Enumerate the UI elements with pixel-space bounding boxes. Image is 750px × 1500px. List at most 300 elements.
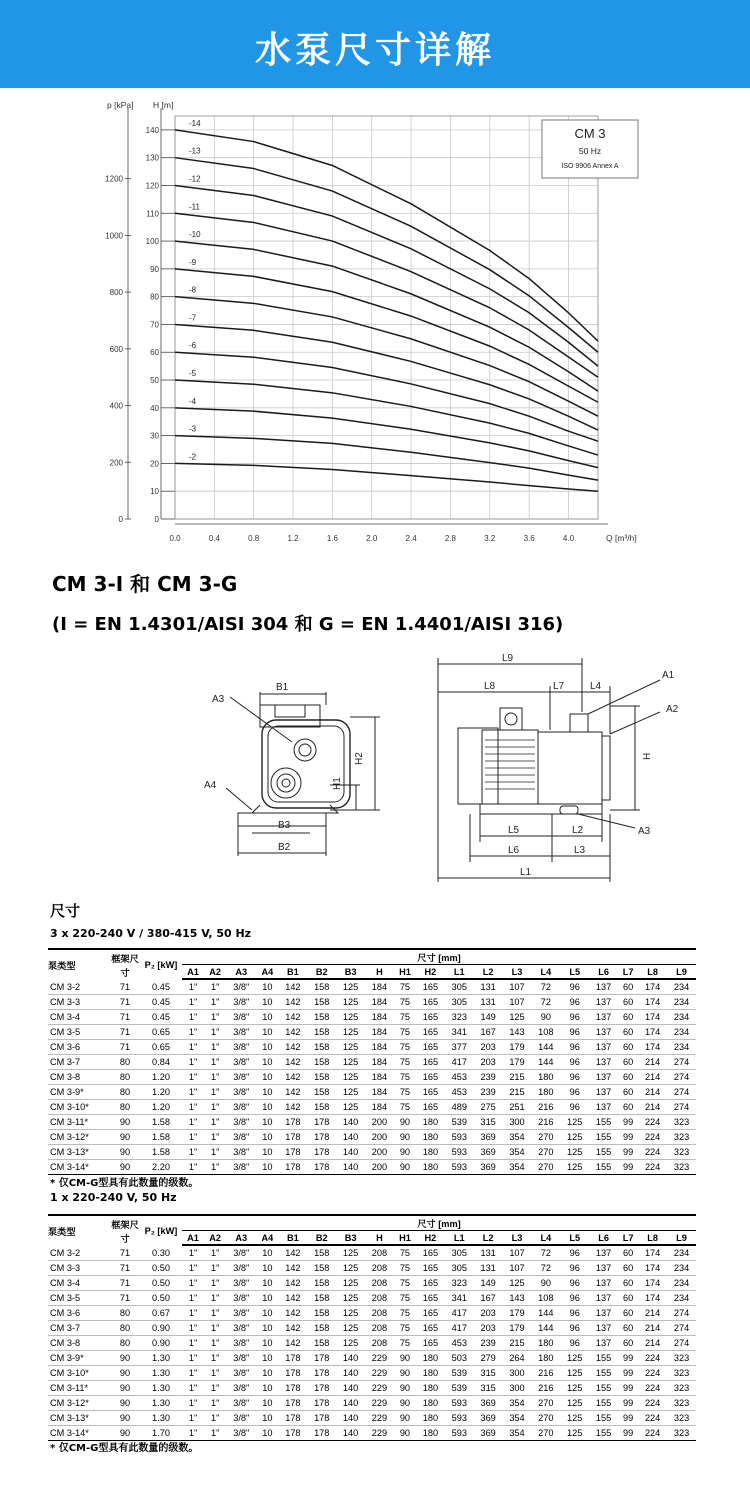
table2-caption: 1 x 220-240 V, 50 Hz: [50, 1191, 177, 1204]
table-cell: 137: [589, 1040, 618, 1055]
label-a3-side: A3: [638, 826, 651, 837]
table-cell: 71: [110, 995, 140, 1010]
table-cell: 1.58: [140, 1115, 182, 1130]
table-cell: 96: [560, 995, 589, 1010]
table-cell: 90: [110, 1396, 140, 1411]
label-h2: H2: [354, 752, 365, 765]
table-cell: 203: [474, 1306, 503, 1321]
table-cell: 75: [394, 1261, 416, 1276]
table-cell: 270: [531, 1396, 560, 1411]
table-cell: 224: [638, 1160, 667, 1175]
table-cell: 167: [474, 1291, 503, 1306]
table-cell: 131: [474, 979, 503, 995]
table-cell: 1.30: [140, 1381, 182, 1396]
table-cell: 142: [278, 1070, 307, 1085]
table-cell: 142: [278, 1085, 307, 1100]
header-pump-type: 泵类型: [48, 949, 110, 979]
dimension-drawings: [190, 650, 710, 890]
table-cell: 96: [560, 1276, 589, 1291]
column-header-a2: A2: [204, 965, 226, 980]
table-cell: 208: [365, 1336, 394, 1351]
table-cell: 137: [589, 1100, 618, 1115]
table-cell: 137: [589, 1321, 618, 1336]
table-cell: 137: [589, 1055, 618, 1070]
table-cell: 90: [110, 1381, 140, 1396]
table-cell: 184: [365, 1055, 394, 1070]
x-tick-label: 3.6: [523, 534, 535, 543]
pump-type-cell: CM 3-5: [48, 1291, 110, 1306]
table-row: [48, 1070, 696, 1085]
table-cell: 305: [445, 979, 474, 995]
p-tick-label: 1000: [105, 231, 123, 241]
h-tick-label: 140: [145, 125, 159, 135]
table-cell: 1": [182, 1321, 204, 1336]
label-l1: L1: [520, 867, 532, 878]
table-row: [48, 1276, 696, 1291]
table-cell: 3/8": [226, 1261, 256, 1276]
table-cell: 593: [445, 1411, 474, 1426]
table-cell: 96: [560, 1070, 589, 1085]
table-cell: 158: [307, 1261, 336, 1276]
pump-type-cell: CM 3-3: [48, 1261, 110, 1276]
table-cell: 1": [182, 1085, 204, 1100]
pump-curve-chart: [0, 92, 750, 552]
table-cell: 2.20: [140, 1160, 182, 1175]
curve-label: -8: [189, 285, 197, 295]
table-cell: 315: [474, 1115, 503, 1130]
table-cell: 234: [667, 1040, 696, 1055]
table-cell: 178: [278, 1411, 307, 1426]
table-cell: 180: [416, 1145, 445, 1160]
legend-subtitle: 50 Hz: [578, 146, 602, 156]
column-header-a1: A1: [182, 1231, 204, 1246]
table-cell: 234: [667, 1261, 696, 1276]
table-cell: 1.30: [140, 1396, 182, 1411]
table-cell: 90: [110, 1130, 140, 1145]
table-cell: 178: [278, 1160, 307, 1175]
label-b2: B2: [278, 842, 291, 853]
table-cell: 125: [336, 1100, 365, 1115]
table-cell: 184: [365, 1010, 394, 1025]
table-cell: 10: [256, 1336, 278, 1351]
table-cell: 165: [416, 1321, 445, 1336]
label-b1: B1: [276, 682, 289, 693]
table-cell: 1": [182, 1115, 204, 1130]
table-cell: 305: [445, 1245, 474, 1261]
table-cell: 99: [618, 1426, 638, 1441]
table-cell: 1": [182, 1351, 204, 1366]
table-cell: 1": [204, 1351, 226, 1366]
curve-label: -6: [189, 341, 197, 351]
table-cell: 178: [278, 1381, 307, 1396]
table-cell: 140: [336, 1366, 365, 1381]
table-cell: 165: [416, 995, 445, 1010]
table-cell: 165: [416, 1336, 445, 1351]
table-cell: 224: [638, 1411, 667, 1426]
table-cell: 323: [667, 1351, 696, 1366]
table-cell: 137: [589, 1306, 618, 1321]
column-header-l4: L4: [531, 1231, 560, 1246]
curve-label: -11: [189, 202, 200, 212]
table-row: [48, 1261, 696, 1276]
table-row: [48, 1160, 696, 1175]
curve-stage-6: [175, 352, 598, 441]
table-cell: 144: [531, 1040, 560, 1055]
table-cell: 214: [638, 1070, 667, 1085]
table-cell: 96: [560, 1010, 589, 1025]
table-cell: 125: [336, 1070, 365, 1085]
table-cell: 131: [474, 1261, 503, 1276]
table-cell: 1": [182, 1145, 204, 1160]
table-cell: 10: [256, 1055, 278, 1070]
table-cell: 107: [503, 979, 532, 995]
pump-type-cell: CM 3-10*: [48, 1100, 110, 1115]
table-cell: 315: [474, 1381, 503, 1396]
table-cell: 131: [474, 1245, 503, 1261]
header-frame-size: 框架尺寸: [110, 949, 140, 979]
table-cell: 274: [667, 1085, 696, 1100]
column-header-l2: L2: [474, 1231, 503, 1246]
table-cell: 1": [182, 1025, 204, 1040]
table-cell: 96: [560, 1025, 589, 1040]
table-cell: 270: [531, 1130, 560, 1145]
table-cell: 60: [618, 1306, 638, 1321]
table-cell: 142: [278, 1100, 307, 1115]
table-cell: 593: [445, 1160, 474, 1175]
table-cell: 125: [560, 1426, 589, 1441]
table-cell: 155: [589, 1115, 618, 1130]
table-cell: 158: [307, 1100, 336, 1115]
table-cell: 1": [204, 1426, 226, 1441]
table-cell: 155: [589, 1426, 618, 1441]
pump-type-cell: CM 3-2: [48, 979, 110, 995]
table-cell: 125: [503, 1010, 532, 1025]
table-cell: 180: [416, 1411, 445, 1426]
table-cell: 369: [474, 1426, 503, 1441]
table-cell: 593: [445, 1426, 474, 1441]
table-cell: 142: [278, 1025, 307, 1040]
table-cell: 275: [474, 1100, 503, 1115]
table-cell: 179: [503, 1321, 532, 1336]
table-cell: 224: [638, 1396, 667, 1411]
table-cell: 203: [474, 1055, 503, 1070]
table-cell: 142: [278, 1321, 307, 1336]
table-cell: 3/8": [226, 1396, 256, 1411]
table-row: [48, 1130, 696, 1145]
table-cell: 125: [503, 1276, 532, 1291]
curve-label: -10: [189, 230, 201, 240]
table-cell: 90: [110, 1145, 140, 1160]
table-cell: 1": [204, 1115, 226, 1130]
table-cell: 1": [204, 1010, 226, 1025]
table-cell: 165: [416, 1306, 445, 1321]
table-cell: 270: [531, 1160, 560, 1175]
banner-title: 水泵尺寸详解: [254, 30, 495, 71]
side-view-drawing: [438, 658, 660, 882]
column-header-h: H: [365, 965, 394, 980]
column-header-l2: L2: [474, 965, 503, 980]
table-cell: 178: [307, 1381, 336, 1396]
table-cell: 142: [278, 1291, 307, 1306]
table-cell: 75: [394, 1055, 416, 1070]
table-cell: 234: [667, 1010, 696, 1025]
table-cell: 229: [365, 1381, 394, 1396]
column-header-b3: B3: [336, 1231, 365, 1246]
table-cell: 80: [110, 1085, 140, 1100]
column-header-a2: A2: [204, 1231, 226, 1246]
table-cell: 0.67: [140, 1306, 182, 1321]
curve-label: -7: [189, 313, 197, 323]
label-a1: A1: [662, 670, 675, 681]
table-cell: 90: [110, 1411, 140, 1426]
table-cell: 90: [394, 1130, 416, 1145]
x-tick-label: 1.6: [326, 534, 338, 543]
table-cell: 208: [365, 1306, 394, 1321]
table-cell: 341: [445, 1291, 474, 1306]
table-cell: 10: [256, 1160, 278, 1175]
table-cell: 10: [256, 1321, 278, 1336]
label-h1: H1: [332, 777, 343, 790]
table-cell: 1": [182, 1366, 204, 1381]
table-cell: 80: [110, 1070, 140, 1085]
header-p2: P₂ [kW]: [140, 1215, 182, 1245]
table-cell: 323: [667, 1366, 696, 1381]
table-cell: 539: [445, 1115, 474, 1130]
table-cell: 155: [589, 1130, 618, 1145]
table-cell: 10: [256, 995, 278, 1010]
table-cell: 125: [336, 1010, 365, 1025]
table-cell: 1": [204, 979, 226, 995]
table-cell: 234: [667, 995, 696, 1010]
table-cell: 1": [204, 1321, 226, 1336]
table-cell: 208: [365, 1321, 394, 1336]
table-cell: 0.65: [140, 1025, 182, 1040]
table-cell: 184: [365, 1040, 394, 1055]
table-cell: 1": [182, 995, 204, 1010]
table-cell: 60: [618, 1276, 638, 1291]
table-cell: 180: [531, 1085, 560, 1100]
table-cell: 369: [474, 1160, 503, 1175]
table-cell: 174: [638, 1010, 667, 1025]
table-cell: 158: [307, 1321, 336, 1336]
table-cell: 224: [638, 1145, 667, 1160]
table-cell: 72: [531, 995, 560, 1010]
header-pump-type: 泵类型: [48, 1215, 110, 1245]
p-tick-label: 200: [109, 458, 123, 468]
table-cell: 239: [474, 1336, 503, 1351]
table-row: [48, 995, 696, 1010]
table-cell: 341: [445, 1025, 474, 1040]
table-cell: 1": [204, 1381, 226, 1396]
table-cell: 3/8": [226, 1411, 256, 1426]
h-tick-label: 100: [145, 237, 159, 247]
table-cell: 174: [638, 1261, 667, 1276]
table-cell: 593: [445, 1130, 474, 1145]
table-cell: 174: [638, 1291, 667, 1306]
table-cell: 323: [667, 1160, 696, 1175]
table-row: [48, 1145, 696, 1160]
table-cell: 1": [182, 1010, 204, 1025]
table-cell: 3/8": [226, 1336, 256, 1351]
table-cell: 274: [667, 1070, 696, 1085]
table-cell: 234: [667, 1276, 696, 1291]
table-cell: 178: [278, 1130, 307, 1145]
table-cell: 305: [445, 995, 474, 1010]
table-cell: 3/8": [226, 1160, 256, 1175]
table-cell: 167: [474, 1025, 503, 1040]
table-cell: 155: [589, 1381, 618, 1396]
table-cell: 99: [618, 1115, 638, 1130]
column-header-l8: L8: [638, 965, 667, 980]
table-cell: 99: [618, 1411, 638, 1426]
table-cell: 158: [307, 1040, 336, 1055]
column-header-b3: B3: [336, 965, 365, 980]
table-cell: 539: [445, 1381, 474, 1396]
curve-label: -2: [189, 452, 197, 462]
table-cell: 108: [531, 1025, 560, 1040]
table-cell: 3/8": [226, 1366, 256, 1381]
table-cell: 323: [445, 1276, 474, 1291]
table-cell: 184: [365, 995, 394, 1010]
table-cell: 1": [204, 1276, 226, 1291]
table-cell: 354: [503, 1396, 532, 1411]
table-cell: 142: [278, 1055, 307, 1070]
table-cell: 90: [394, 1160, 416, 1175]
table-cell: 174: [638, 1040, 667, 1055]
table-cell: 3/8": [226, 1010, 256, 1025]
table-cell: 0.90: [140, 1321, 182, 1336]
table-cell: 323: [667, 1130, 696, 1145]
table-cell: 200: [365, 1145, 394, 1160]
table-cell: 180: [531, 1336, 560, 1351]
table-cell: 0.65: [140, 1040, 182, 1055]
table-cell: 90: [110, 1426, 140, 1441]
table-cell: 125: [560, 1160, 589, 1175]
table-cell: 539: [445, 1366, 474, 1381]
table-cell: 1.30: [140, 1411, 182, 1426]
table-cell: 1": [182, 1261, 204, 1276]
h-tick-label: 110: [146, 209, 159, 219]
column-header-l3: L3: [503, 965, 532, 980]
table-cell: 165: [416, 1055, 445, 1070]
table-cell: 3/8": [226, 979, 256, 995]
table-cell: 10: [256, 1245, 278, 1261]
table-cell: 239: [474, 1070, 503, 1085]
table-row: [48, 1306, 696, 1321]
p-tick-label: 400: [109, 401, 123, 411]
table-cell: 137: [589, 1245, 618, 1261]
table-cell: 158: [307, 979, 336, 995]
table-row: [48, 1381, 696, 1396]
column-header-l5: L5: [560, 965, 589, 980]
table-cell: 1": [204, 1306, 226, 1321]
table-cell: 155: [589, 1145, 618, 1160]
table-cell: 224: [638, 1351, 667, 1366]
table-cell: 3/8": [226, 1085, 256, 1100]
curve-label: -4: [189, 396, 197, 406]
table-cell: 155: [589, 1366, 618, 1381]
table-cell: 174: [638, 979, 667, 995]
table-cell: 1": [182, 1040, 204, 1055]
table-cell: 96: [560, 1085, 589, 1100]
table-cell: 3/8": [226, 1100, 256, 1115]
table-cell: 158: [307, 1276, 336, 1291]
table-cell: 0.90: [140, 1336, 182, 1351]
table-cell: 60: [618, 1055, 638, 1070]
table-cell: 90: [394, 1366, 416, 1381]
table-cell: 174: [638, 1245, 667, 1261]
table-cell: 137: [589, 1291, 618, 1306]
table-cell: 178: [278, 1396, 307, 1411]
table-cell: 99: [618, 1130, 638, 1145]
table-cell: 10: [256, 1115, 278, 1130]
table-cell: 323: [667, 1115, 696, 1130]
table-row: [48, 1085, 696, 1100]
table-cell: 3/8": [226, 1070, 256, 1085]
curve-label: -14: [189, 118, 201, 128]
table-cell: 323: [667, 1426, 696, 1441]
table-cell: 354: [503, 1426, 532, 1441]
table-cell: 96: [560, 1306, 589, 1321]
table-cell: 1": [182, 1070, 204, 1085]
pump-type-cell: CM 3-9*: [48, 1085, 110, 1100]
table-cell: 80: [110, 1100, 140, 1115]
table-cell: 0.45: [140, 995, 182, 1010]
table-cell: 90: [394, 1351, 416, 1366]
table-cell: 10: [256, 1276, 278, 1291]
table-cell: 1": [182, 1276, 204, 1291]
table-cell: 75: [394, 1306, 416, 1321]
table-cell: 71: [110, 1245, 140, 1261]
curve-stage-12: [175, 185, 598, 366]
table-cell: 96: [560, 1040, 589, 1055]
table-cell: 503: [445, 1351, 474, 1366]
table-cell: 142: [278, 1276, 307, 1291]
p-tick-label: 800: [109, 288, 123, 298]
table-cell: 178: [307, 1426, 336, 1441]
table-cell: 90: [394, 1426, 416, 1441]
table-cell: 1": [182, 1381, 204, 1396]
table-cell: 1.20: [140, 1085, 182, 1100]
table-cell: 10: [256, 1130, 278, 1145]
table-cell: 10: [256, 1261, 278, 1276]
table-cell: 1": [204, 1085, 226, 1100]
table-cell: 214: [638, 1336, 667, 1351]
table-cell: 165: [416, 1100, 445, 1115]
y-axis-label-h: H [m]: [153, 100, 174, 110]
table-cell: 149: [474, 1010, 503, 1025]
column-header-l6: L6: [589, 965, 618, 980]
table-cell: 1.58: [140, 1130, 182, 1145]
pump-type-cell: CM 3-10*: [48, 1366, 110, 1381]
table-cell: 305: [445, 1261, 474, 1276]
table-cell: 140: [336, 1396, 365, 1411]
column-header-a1: A1: [182, 965, 204, 980]
table-cell: 142: [278, 1245, 307, 1261]
header-dimensions-mm: 尺寸 [mm]: [182, 1215, 696, 1231]
table-cell: 1": [204, 1396, 226, 1411]
column-header-b2: B2: [307, 1231, 336, 1246]
table-cell: 264: [503, 1351, 532, 1366]
label-l9: L9: [502, 653, 514, 664]
table-cell: 80: [110, 1336, 140, 1351]
h-tick-label: 90: [150, 264, 159, 274]
table-cell: 200: [365, 1130, 394, 1145]
table-cell: 3/8": [226, 1381, 256, 1396]
table-cell: 417: [445, 1321, 474, 1336]
table-cell: 10: [256, 1291, 278, 1306]
table-cell: 140: [336, 1381, 365, 1396]
